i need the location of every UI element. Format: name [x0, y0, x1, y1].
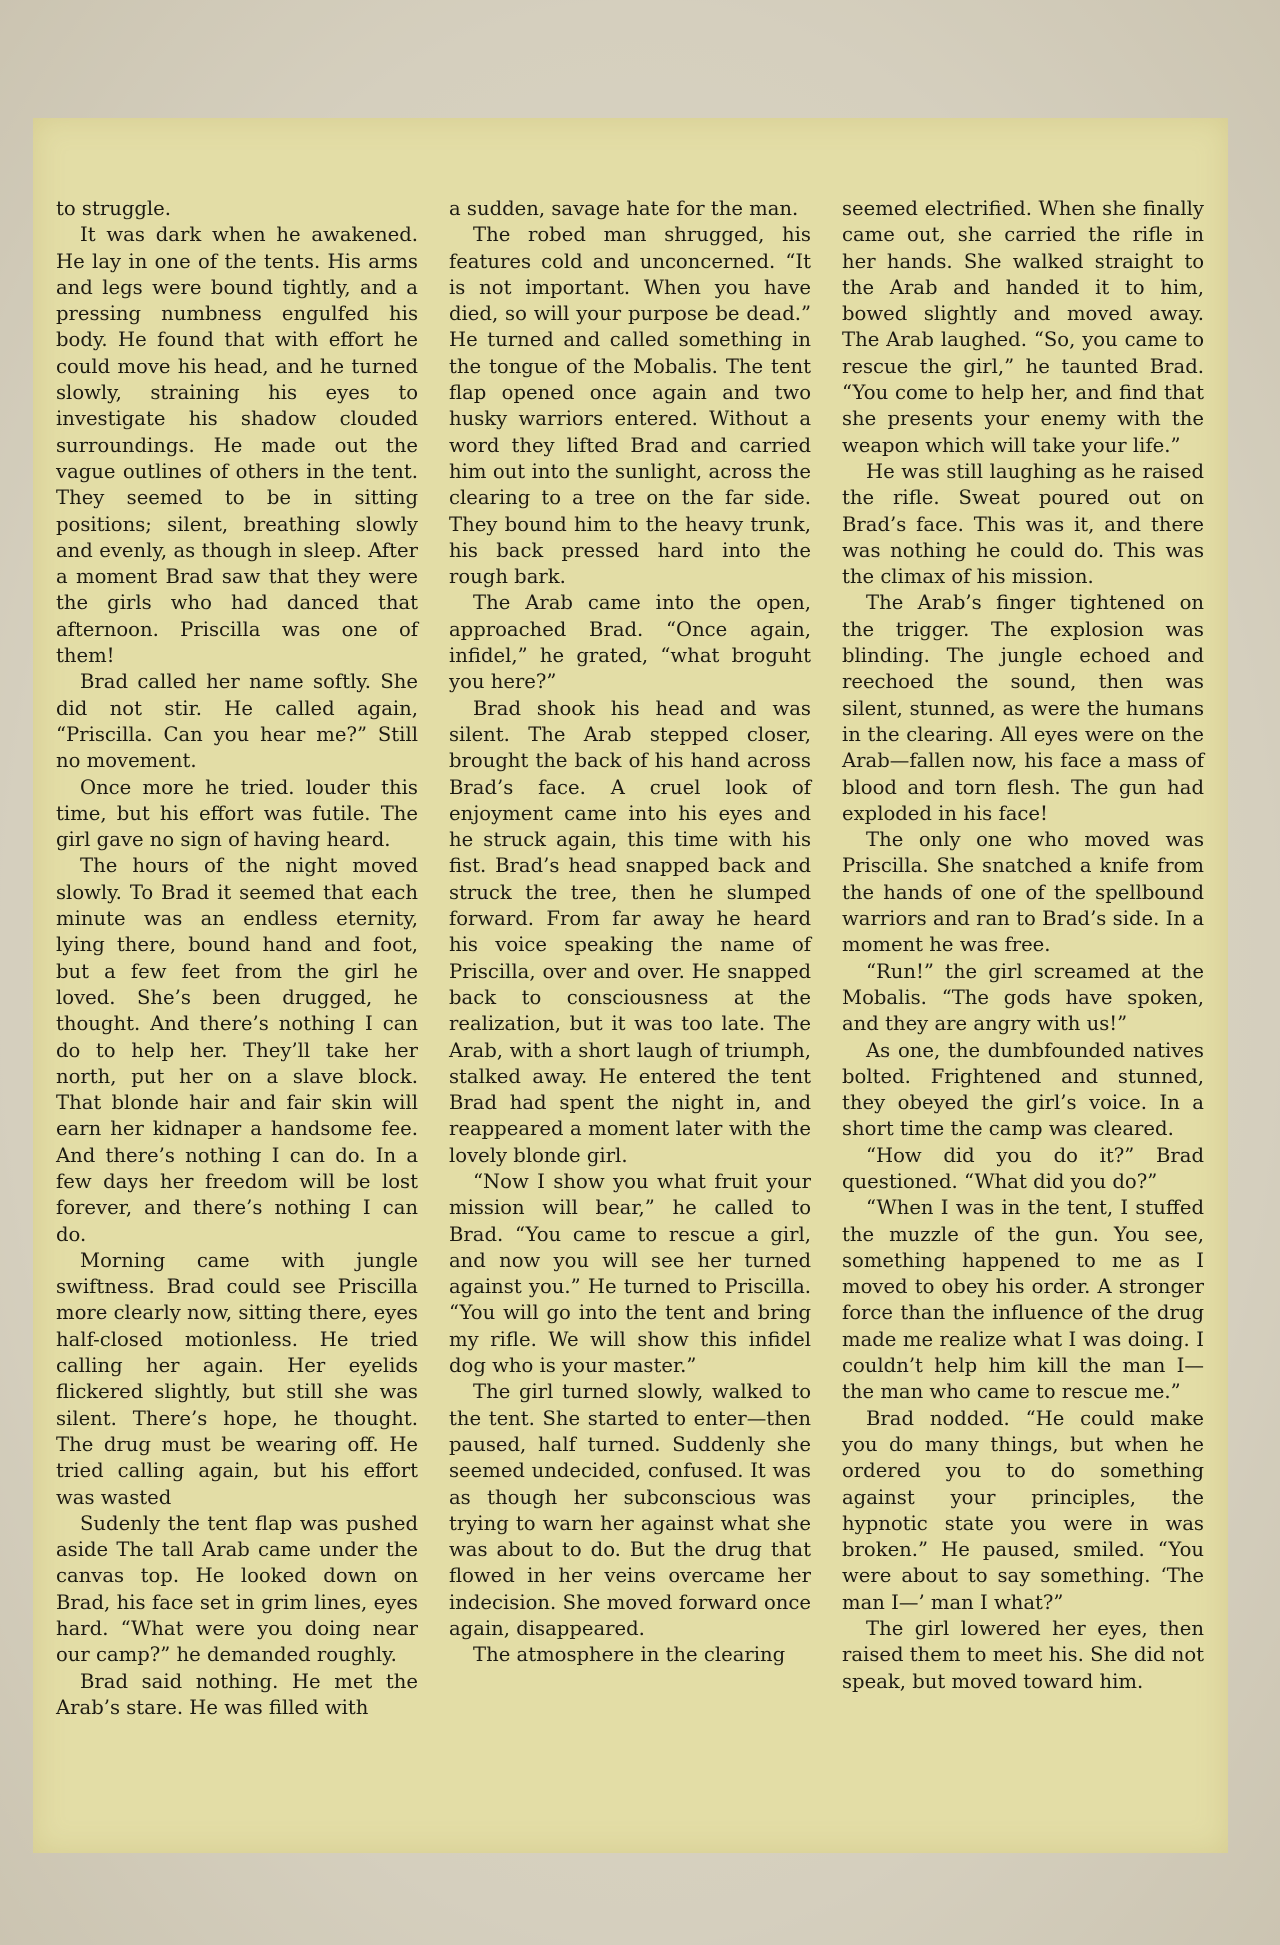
paragraph: The hours of the night moved slowly. To Brad it seemed that each minute was an endless eternity, lying there, bound hand and foot, but a few feet from the girl he loved. She’s been drugged, he thought. And there’s nothing I can do to help her. They’ll take her north, put her on a slave block. That blonde hair and fair skin will earn her kidnaper a handsome fee. And there’s nothing I can do. In a few days her freedom will be lost forever, and there’s nothing I can do. — [56, 854, 418, 1246]
paragraph: The girl turned slowly, walked to the tent. She started to enter—then paused, half turned. Suddenly she seemed undecided, confused. It was as though her subconscious was trying to warn her against what she was about to do. But the drug that flowed in her veins overcame her indecision. She moved forward once again, disappeared. — [449, 1380, 811, 1641]
paragraph: Once more he tried. louder this time, but his effort was futile. The girl gave no sign of having heard. — [56, 775, 418, 852]
paragraph: The Arab came into the open, approached Brad. “Once again, infidel,” he grated, “what broguht you here?” — [449, 591, 811, 694]
paragraph: “Run!” the girl screamed at the Mobalis. “The gods have spoken, and they are angry with us!” — [842, 959, 1204, 1036]
paragraph: He was still laughing as he raised the rifle. Sweat poured out on Brad’s face. This was it, and there was nothing he could do. This was the climax of his mission. — [842, 459, 1204, 589]
paragraph: Morning came with jungle swiftness. Brad could see Priscilla more clearly now, sitting there, eyes half-closed motionless. He tried calling her again. Her eyelids flickered slightly, but still she was silent. There’s hope, he thought. The drug must be wearing off. He tried calling again, but his effort was wasted — [56, 1248, 418, 1509]
paragraph: Sudenly the tent flap was pushed aside The tall Arab came under the canvas top. He looked down on Brad, his face set in grim lines, eyes hard. “What were you doing near our camp?” he demanded roughly. — [56, 1511, 418, 1667]
paragraph: a sudden, savage hate for the man. — [449, 197, 799, 220]
paragraph: Brad shook his head and was silent. The Arab stepped closer, brought the back of his hand across Brad’s face. A cruel look of enjoyment came into his eyes and he struck again, this time with his fist. Brad’s head snapped back and struck the tree, then he slumped forward. From far away he heard his voice speaking the name of Priscilla, over and over. He snapped back to consciousness at the realization, but it was too late. The Arab, with a short laugh of triumph, stalked away. He entered the tent Brad had spent the night in, and reappeared a moment later with the lovely blonde girl. — [449, 696, 811, 1167]
paragraph: seemed electrified. When she finally came out, she carried the rifle in her hands. She walked straight to the Arab and handed it to him, bowed slightly and moved away. The Arab laughed. “So, you came to rescue the girl,” he taunted Brad. “You come to help her, and find that she presents your enemy with the weapon which will take your life.” — [842, 197, 1204, 457]
paragraph: The girl lowered her eyes, then raised them to meet his. She did not speak, but moved toward him. — [842, 1617, 1204, 1693]
paragraph: “Now I show you what fruit your mission will bear,” he called to Brad. “You came to rescue a girl, and now you will see her turned against you.” He turned to Priscilla. “You will go into the tent and bring my rifle. We will show this infidel dog who is your master.” — [449, 1169, 811, 1378]
paragraph: to struggle. — [56, 197, 171, 220]
text-column-2 — [449, 196, 811, 1669]
paragraph: As one, the dumbfounded natives bolted. Frightened and stunned, they obeyed the girl’s voice. In a short time the camp was cleared. — [842, 1038, 1204, 1141]
paragraph: The atmosphere in the clearing — [473, 1643, 786, 1667]
paragraph: The robed man shrugged, his features cold and unconcerned. “It is not important. When you have died, so will your purpose be dead.” He turned and called something in the tongue of the Mobalis. The tent flap opened once again and two husky warriors entered. Without a word they lifted Brad and carried him out into the sunlight, across the clearing to a tree on the far side. They bound him to the heavy trunk, his back pressed hard into the rough bark. — [449, 223, 811, 589]
paragraph: “How did you do it?” Brad questioned. “What did you do?” — [842, 1143, 1204, 1193]
paragraph: It was dark when he awakened. He lay in one of the tents. His arms and legs were bound tightly, and a pressing numbness engulfed his body. He found that with effort he could move his head, and he turned slowly, straining his eyes to investigate his shadow clouded surroundings. He made out the vague outlines of others in the tent. They seemed to be in sitting positions; silent, breathing slowly and evenly, as though in sleep. After a moment Brad saw that they were the girls who had danced that afternoon. Priscilla was one of them! — [56, 223, 418, 668]
paragraph: “When I was in the tent, I stuffed the muzzle of the gun. You see, something happened to me as I moved to obey his order. A stronger force than the influence of the drug made me realize what I was doing. I couldn’t help him kill the man I—the man who came to rescue me.” — [842, 1196, 1204, 1404]
story-text-panel — [33, 118, 1228, 1853]
paragraph: The Arab’s finger tightened on the trigger. The explosion was blinding. The jungle echoed and reechoed the sound, then was silent, stunned, as were the humans in the clearing. All eyes were on the Arab—fallen now, his face a mass of blood and torn flesh. The gun had exploded in his face! — [842, 591, 1204, 825]
paragraph: Brad nodded. “He could make you do many things, but when he ordered you to do something against your principles, the hypnotic state you were in was broken.” He paused, smiled. “You were about to say something. ‘The man I—’ man I what?” — [842, 1406, 1204, 1614]
text-column-3 — [842, 196, 1204, 1695]
text-column-1 — [56, 196, 418, 1721]
paragraph: The only one who moved was Priscilla. She snatched a knife from the hands of one of the spellbound warriors and ran to Brad’s side. In a moment he was free. — [842, 828, 1204, 957]
paragraph: Brad called her name softly. She did not stir. He called again, “Priscilla. Can you hear me?” Still no movement. — [56, 670, 418, 773]
paragraph: Brad said nothing. He met the Arab’s stare. He was filled with — [56, 1669, 418, 1719]
